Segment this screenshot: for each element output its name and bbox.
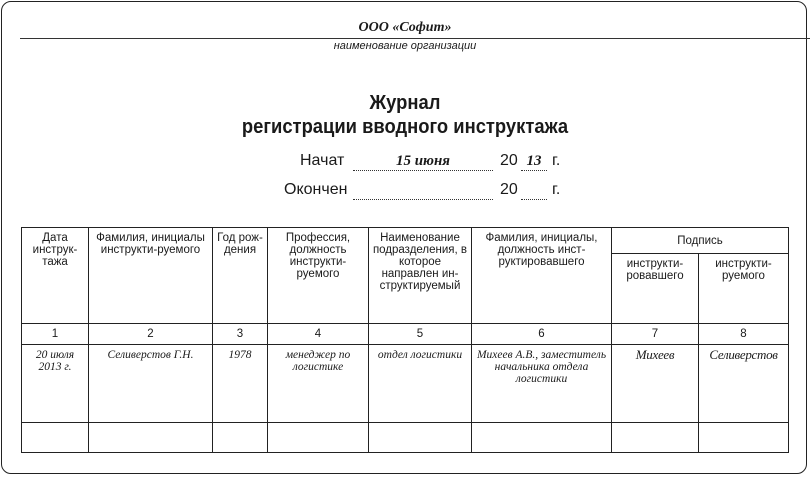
started-year-prefix: 20 [500, 152, 518, 169]
started-year-abbr: г. [552, 152, 561, 169]
header-department: Наименование подразделения, в которое направлен ин-структируемый [369, 228, 472, 324]
cell-empty [268, 423, 369, 453]
header-position: Профессия, должность инструкти-руемого [268, 228, 369, 324]
ended-row [284, 181, 580, 203]
cell-instructor-signature: Михеев [612, 345, 699, 423]
started-row [300, 152, 580, 174]
ended-year-field [521, 181, 547, 200]
cell-empty [612, 423, 699, 453]
cell-empty [699, 423, 789, 453]
column-number: 5 [369, 324, 472, 345]
cell-department: отдел логистики [369, 345, 472, 423]
ended-year-abbr: г. [552, 181, 561, 198]
ended-label: Окончен [284, 181, 348, 198]
organization-caption: наименование организации [333, 40, 477, 52]
journal-title: Журнал [369, 92, 441, 114]
header-instructor: Фамилия, инициалы, должность инст-руктировавшего [472, 228, 612, 324]
started-year-field: 13 [521, 152, 547, 171]
cell-date: 20 июля 2013 г. [22, 345, 89, 423]
organization-name: ООО «Софит» [358, 20, 452, 35]
column-number: 3 [213, 324, 268, 345]
organization-underline [20, 38, 810, 39]
started-label: Начат [300, 152, 345, 169]
ended-date-field [353, 181, 493, 200]
cell-trainee-signature: Селиверстов [699, 345, 789, 423]
cell-empty [369, 423, 472, 453]
header-trainee-name: Фамилия, инициалы инструкти-руемого [89, 228, 213, 324]
column-number: 4 [268, 324, 369, 345]
header-signature-group: Подпись [612, 228, 789, 254]
cell-trainee-name: Селиверстов Г.Н. [89, 345, 213, 423]
column-number: 2 [89, 324, 213, 345]
journal-subtitle: регистрации вводного инструктажа [241, 116, 569, 138]
table-row-empty [22, 423, 789, 453]
header-date: Дата инструк-тажа [22, 228, 89, 324]
cell-instructor: Михеев А.В., заместитель начальника отдела логистики [472, 345, 612, 423]
column-number: 6 [472, 324, 612, 345]
cell-empty [213, 423, 268, 453]
header-birth-year: Год рож-дения [213, 228, 268, 324]
column-number: 7 [612, 324, 699, 345]
ended-year-prefix: 20 [500, 181, 518, 198]
cell-empty [22, 423, 89, 453]
header-signature-instructor: инструкти-ровавшего [612, 254, 699, 324]
column-number: 1 [22, 324, 89, 345]
cell-birth-year: 1978 [213, 345, 268, 423]
table-row [22, 345, 789, 423]
started-date-field: 15 июня [353, 152, 493, 171]
header-signature-trainee: инструкти-руемого [699, 254, 789, 324]
registration-table [21, 227, 789, 453]
cell-position: менеджер по логистике [268, 345, 369, 423]
cell-empty [89, 423, 213, 453]
cell-empty [472, 423, 612, 453]
column-number: 8 [699, 324, 789, 345]
